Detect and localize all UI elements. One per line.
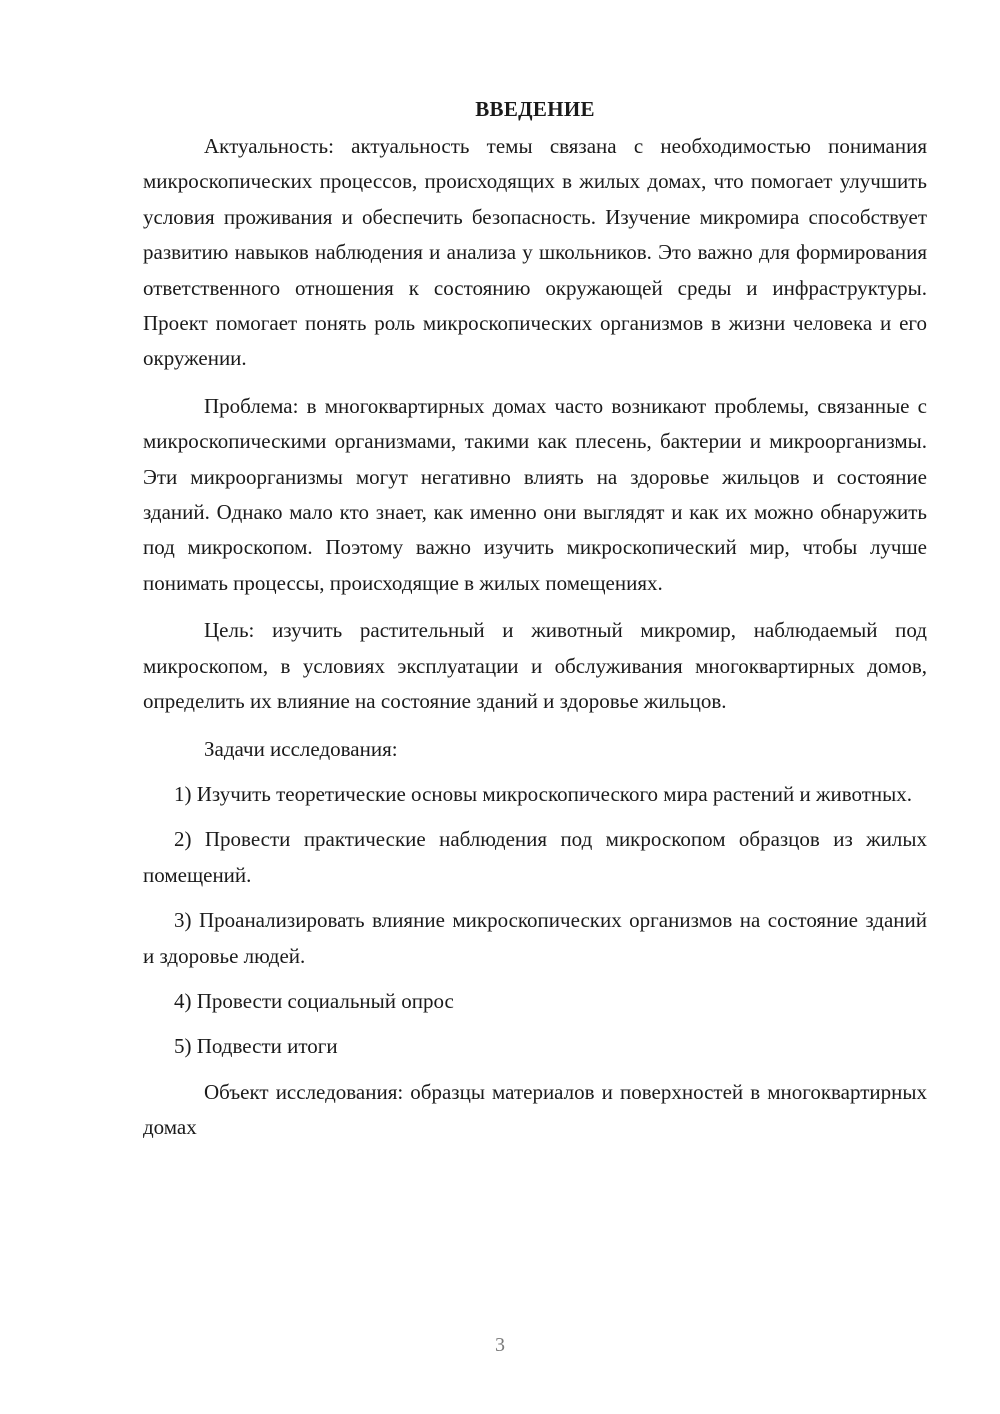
document-page (143, 92, 927, 1146)
relevance-paragraph: Актуальность: актуальность темы связана с необходимостью понимания микроскопических процессов, происходящих в жилых домах, что помогает улучшить условия проживания и обеспечить безопасность. Изучение микромира способствует развитию навыков наблюдения и анализа у школьников. Это важно для формирования ответственного отношения к состоянию окружающей среды и инфраструктуры. Проект помогает понять роль микроскопических организмов в жизни человека и его окружении. (143, 134, 927, 371)
page-heading: ВВЕДЕНИЕ (475, 97, 595, 121)
task-item-5: 5) Подвести итоги (174, 1034, 338, 1059)
goal-paragraph: Цель: изучить растительный и животный микромир, наблюдаемый под микроскопом, в условиях эксплуатации и обслуживания многоквартирных домов, определить их влияние на состояние зданий и здоровье жильцов. (143, 618, 927, 714)
tasks-list (143, 777, 927, 1065)
tasks-heading: Задачи исследования: (204, 736, 398, 761)
page-number: 3 (495, 1334, 505, 1356)
object-paragraph: Объект исследования: образцы материалов и поверхностей в многоквартирных домах (143, 1079, 927, 1140)
task-item-3: 3) Проанализировать влияние микроскопических организмов на состояние зданий и здоровье людей. (143, 908, 927, 968)
task-item-1: 1) Изучить теоретические основы микроскопического мира растений и животных. (174, 781, 912, 806)
task-item-2: 2) Провести практические наблюдения под микроскопом образцов из жилых помещений. (143, 827, 927, 887)
problem-paragraph: Проблема: в многоквартирных домах часто возникают проблемы, связанные с микроскопическими организмами, такими как плесень, бактерии и микроорганизмы. Эти микроорганизмы могут негативно влиять на здоровье жильцов и состояние зданий. Однако мало кто знает, как именно они выглядят и как их можно обнаружить под микроскопом. Поэтому важно изучить микроскопический мир, чтобы лучше понимать процессы, происходящие в жилых помещениях. (143, 393, 927, 595)
task-item-4: 4) Провести социальный опрос (174, 988, 454, 1013)
